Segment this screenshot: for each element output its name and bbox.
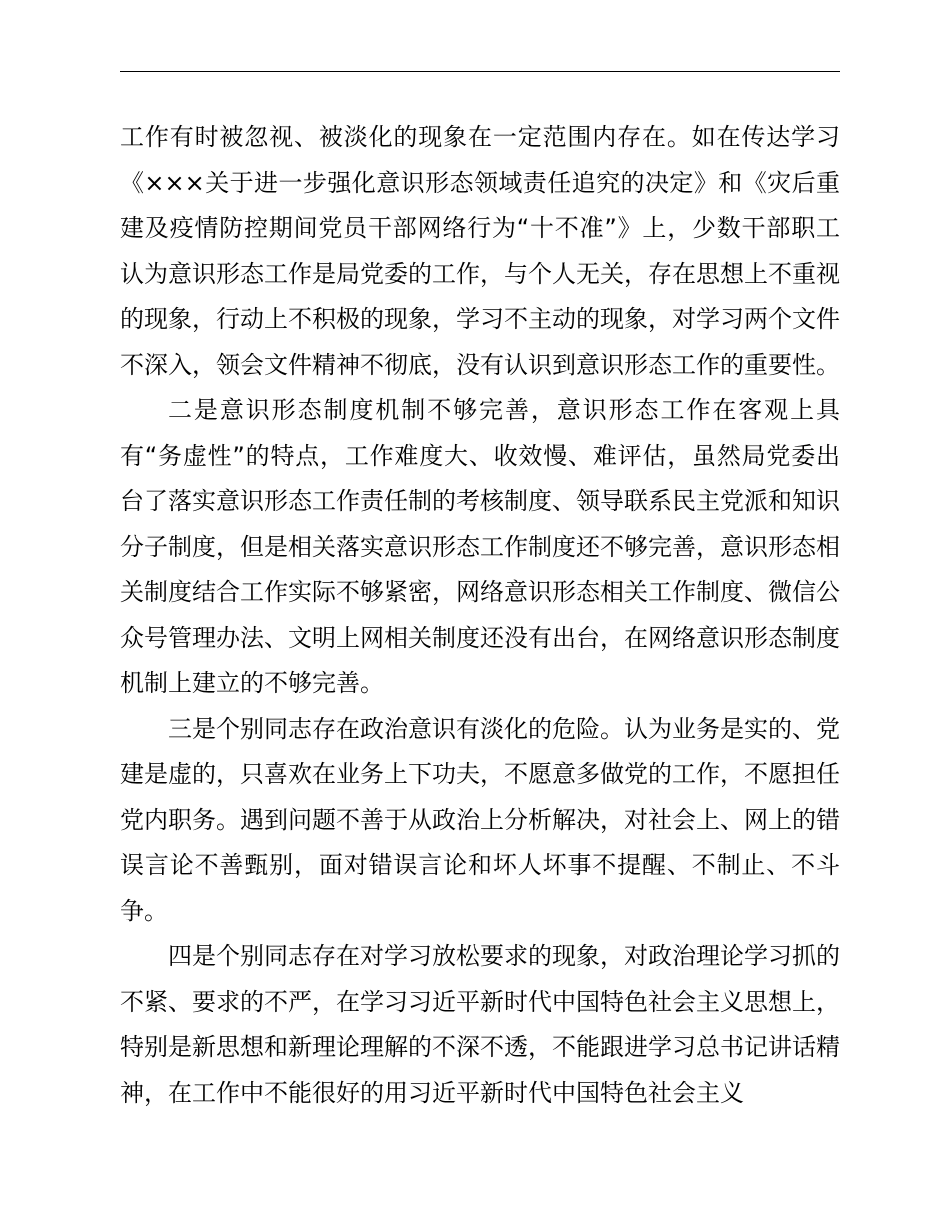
paragraph-point-two: 二是意识形态制度机制不够完善，意识形态工作在客观上具有“务虚性”的特点，工作难度大、收效慢、难评估，虽然局党委出台了落实意识形态工作责任制的考核制度、领导联系民主党派和知识分子制度，但是相关落实意识形态工作制度还不够完善，意识形态相关制度结合工作实际不够紧密，网络意识形态相关工作制度、微信公众号管理办法、文明上网相关制度还没有出台，在网络意识形态制度机制上建立的不够完善。 <box>120 396 840 697</box>
document-body <box>120 115 840 1116</box>
paragraph-point-three: 三是个别同志存在政治意识有淡化的危险。认为业务是实的、党建是虚的，只喜欢在业务上下功夫，不愿意多做党的工作，不愿担任党内职务。遇到问题不善于从政治上分析解决，对社会上、网上的错误言论不善甄别，面对错误言论和坏人坏事不提醒、不制止、不斗争。 <box>120 714 840 925</box>
header-rule <box>120 71 840 72</box>
paragraph-point-four: 四是个别同志存在对学习放松要求的现象，对政治理论学习抓的不紧、要求的不严，在学习习近平新时代中国特色社会主义思想上，特别是新思想和新理论理解的不深不透，不能跟进学习总书记讲话精神，在工作中不能很好的用习近平新时代中国特色社会主义 <box>120 942 840 1107</box>
paragraph-continuation: 工作有时被忽视、被淡化的现象在一定范围内存在。如在传达学习《×××关于进一步强化意识形态领域责任追究的决定》和《灾后重建及疫情防控期间党员干部网络行为“十不准”》上，少数干部职工认为意识形态工作是局党委的工作，与个人无关，存在思想上不重视的现象，行动上不积极的现象，学习不主动的现象，对学习两个文件不深入，领会文件精神不彻底，没有认识到意识形态工作的重要性。 <box>120 123 840 379</box>
